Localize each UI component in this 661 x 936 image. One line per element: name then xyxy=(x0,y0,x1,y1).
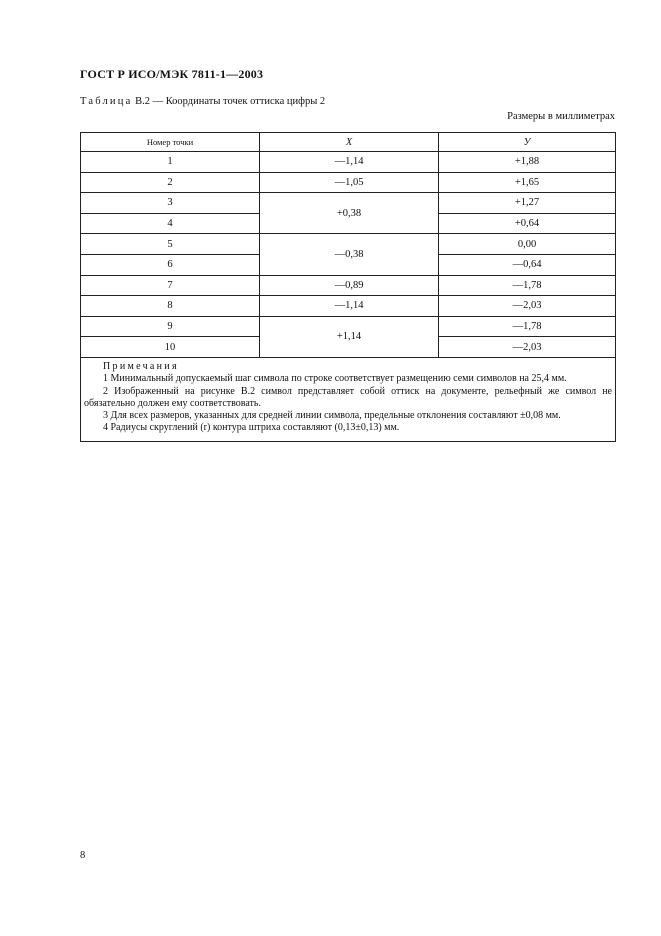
notes-title: Примечания xyxy=(103,360,179,372)
page-number: 8 xyxy=(80,850,86,861)
cell-point-number: 1 xyxy=(81,152,260,173)
table-row xyxy=(81,172,616,193)
cell-point-number: 3 xyxy=(81,193,260,214)
cell-x: —1,05 xyxy=(260,172,439,193)
note-item: 2 Изображенный на рисунке В.2 символ представляет собой оттиск на документе, рельефный же символ не обязательно должен ему соответствовать. xyxy=(84,385,612,409)
cell-y: —1,78 xyxy=(439,275,616,296)
cell-y: +1,27 xyxy=(439,193,616,214)
table-row xyxy=(81,275,616,296)
cell-point-number: 6 xyxy=(81,254,260,275)
cell-x: +0,38 xyxy=(260,193,439,234)
table-header-row xyxy=(81,133,616,152)
cell-y: +1,88 xyxy=(439,152,616,173)
cell-point-number: 10 xyxy=(81,337,260,358)
coordinates-table xyxy=(80,132,616,442)
column-header-x: X xyxy=(260,133,439,152)
table-row xyxy=(81,152,616,173)
table-caption xyxy=(80,96,325,107)
cell-y: 0,00 xyxy=(439,234,616,255)
cell-x: —0,89 xyxy=(260,275,439,296)
cell-point-number: 5 xyxy=(81,234,260,255)
cell-x: —0,38 xyxy=(260,234,439,275)
note-item: 1 Минимальный допускаемый шаг символа по строке соответствует размещению семи символов на 25,4 мм. xyxy=(103,373,567,385)
cell-point-number: 4 xyxy=(81,213,260,234)
cell-y: +1,65 xyxy=(439,172,616,193)
cell-point-number: 9 xyxy=(81,316,260,337)
cell-point-number: 2 xyxy=(81,172,260,193)
note-item: 4 Радиусы скруглений (r) контура штриха составляют (0,13±0,13) мм. xyxy=(103,422,400,434)
note-item: 3 Для всех размеров, указанных для средней линии символа, предельные отклонения составляют ±0,08 мм. xyxy=(103,410,561,422)
column-header-y: У xyxy=(439,133,616,152)
notes-row xyxy=(81,357,616,441)
table-row xyxy=(81,316,616,337)
table-row xyxy=(81,193,616,214)
cell-x: —1,14 xyxy=(260,152,439,173)
cell-y: —2,03 xyxy=(439,296,616,317)
document-header: ГОСТ Р ИСО/МЭК 7811-1—2003 xyxy=(80,67,264,81)
cell-x: —1,14 xyxy=(260,296,439,317)
table-row xyxy=(81,296,616,317)
cell-y: +0,64 xyxy=(439,213,616,234)
cell-y: —0,64 xyxy=(439,254,616,275)
cell-y: —1,78 xyxy=(439,316,616,337)
units-note: Размеры в миллиметрах xyxy=(507,111,615,122)
notes-cell xyxy=(81,357,616,441)
table-caption-label: Таблица xyxy=(80,96,133,107)
cell-y: —2,03 xyxy=(439,337,616,358)
cell-point-number: 7 xyxy=(81,275,260,296)
cell-x: +1,14 xyxy=(260,316,439,357)
column-header-point-number: Номер точки xyxy=(81,133,260,152)
table-caption-text: В.2 — Координаты точек оттиска цифры 2 xyxy=(132,96,326,107)
table-row xyxy=(81,234,616,255)
cell-point-number: 8 xyxy=(81,296,260,317)
